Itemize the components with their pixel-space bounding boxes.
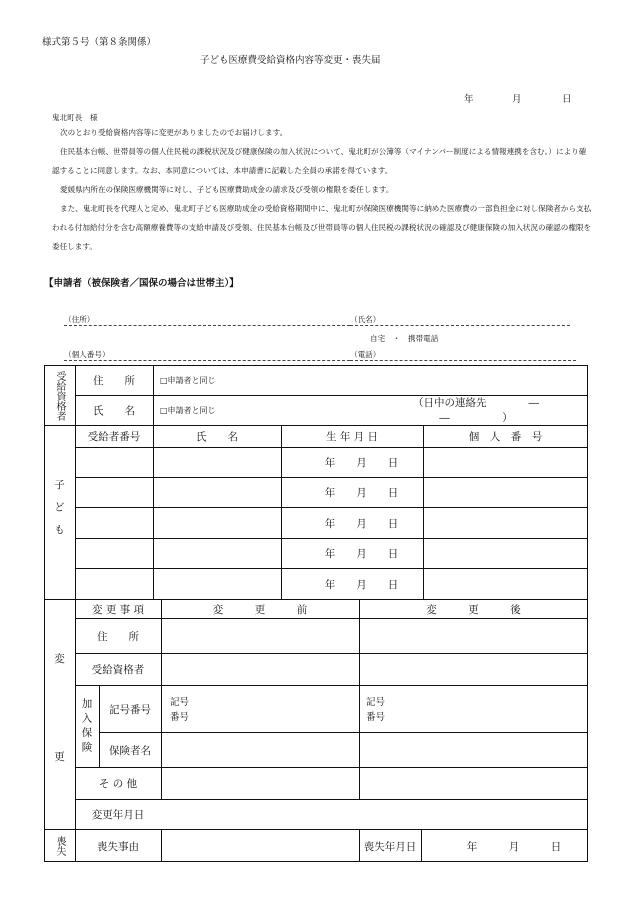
same-as-applicant-checkbox[interactable]: □申請者と同じ: [160, 405, 216, 415]
recipient-name-label: 氏 名: [93, 404, 135, 417]
change-side-label: [44, 600, 75, 829]
after-symbol-label: 記号: [366, 697, 386, 708]
applicant-phone-line[interactable]: [350, 360, 576, 361]
loss-date-value[interactable]: 年 月 日: [466, 840, 562, 853]
insurance-label: [75, 686, 99, 767]
after-number-label: 番号: [366, 712, 386, 723]
insurance-label-text: 加入保険: [80, 697, 93, 756]
children-side-label: [44, 426, 75, 599]
col-header-recipient-number: 受給者番号: [87, 431, 141, 443]
col-header-name: 氏 名: [196, 431, 238, 443]
child-birthdate[interactable]: 年 月 日: [324, 578, 399, 591]
applicant-personal-number-label: （個人番号）: [64, 350, 110, 359]
change-recipient-label: 受給資格者: [91, 664, 145, 676]
change-date-label: 変更年月日: [91, 809, 145, 821]
col-line: [153, 425, 154, 599]
addressee: 鬼北町長 様: [52, 113, 98, 122]
date-year-label: 年: [464, 94, 474, 105]
col-line: [423, 425, 424, 599]
daytime-contact[interactable]: （日中の連絡先 ― ― ）: [413, 397, 581, 424]
col-header-change-item: 変 更 事 項: [91, 603, 144, 616]
recipient-address-label: 住 所: [93, 375, 135, 387]
loss-date-label: 喪失年月日: [363, 840, 417, 853]
loss-side-label: 喪失: [54, 836, 65, 856]
recipient-side-label: 受給資格者: [54, 371, 65, 421]
col-line: [161, 829, 162, 862]
child-birthdate[interactable]: 年 月 日: [324, 517, 399, 530]
col-line: [153, 365, 154, 425]
child-birthdate[interactable]: 年 月 日: [324, 487, 399, 499]
insurer-name-label: 保険者名: [109, 744, 151, 757]
applicant-personal-number-line[interactable]: [64, 360, 350, 361]
col-header-personal-number: 個 人 番 号: [468, 431, 543, 443]
child-birthdate[interactable]: 年 月 日: [324, 548, 399, 560]
applicant-phone-label: （電話）: [350, 350, 381, 359]
col-line: [421, 829, 422, 862]
col-header-birthdate: 生 年 月 日: [325, 431, 378, 443]
phone-type-options: 自宅 ・ 携帯電話: [370, 334, 439, 343]
statement-4: また、鬼北町長を代理人と定め、鬼北町子ども医療助成金の受給資格期間中に、鬼北町が保険医療機関等に納めた医療費の一部負担金に対し保険者から支払われる付加給付分を含む高額療養費等の支給申請及び受領、住民基本台帳及び世帯員等の個人住民税の課税状況の確認及び健康保険の加入状況の確認の権限を委任します。: [52, 204, 592, 251]
children-side-text: 子ども: [53, 478, 65, 547]
before-number-label: 番号: [170, 712, 190, 723]
applicant-name-line[interactable]: [350, 325, 570, 326]
statement-2: 住民基本台帳、世帯員等の個人住民税の課税状況及び健康保険の加入状況について、鬼北町が公簿等（マイナンバー制度による情報連携を含む。）により確認することに同意します。なお、本同意については、本申請書に記載した全員の承諾を得ています。: [52, 147, 587, 175]
row-line: [99, 732, 588, 733]
col-header-after: 変 更 後: [426, 603, 521, 616]
change-address-label: 住 所: [97, 630, 139, 643]
col-line: [161, 599, 162, 799]
col-line: [359, 599, 360, 799]
date-month-label: 月: [512, 94, 522, 105]
statement-1: 次のとおり受給資格内容等に変更がありましたのでお届けします。: [60, 128, 288, 137]
change-side-text: 変 更: [53, 653, 65, 776]
symbol-number-label: 記号番号: [109, 703, 151, 716]
same-as-applicant-checkbox[interactable]: □申請者と同じ: [160, 376, 216, 385]
col-line: [281, 425, 282, 599]
col-header-before: 変 更 前: [212, 603, 308, 616]
form-number: 様式第５号（第８条関係）: [42, 37, 157, 48]
applicant-name-label: （氏名）: [350, 315, 381, 324]
applicant-address-label: （住所）: [64, 315, 95, 324]
statement-3: 愛媛県内所在の保険医療機関等に対し、子ども医療費助成金の請求及び受領の権限を委任します。: [60, 185, 394, 194]
before-symbol-label: 記号: [170, 697, 190, 708]
change-other-label: そ の 他: [98, 778, 138, 790]
loss-reason-label: 喪失事由: [97, 840, 139, 853]
date-day-label: 日: [562, 94, 572, 105]
child-birthdate[interactable]: 年 月 日: [324, 457, 399, 469]
form-title: 子ども医療費受給資格内容等変更・喪失届: [200, 55, 381, 66]
applicant-address-line[interactable]: [64, 325, 350, 326]
applicant-heading: 【申請者（被保険者／国保の場合は世帯主）】: [44, 278, 239, 289]
